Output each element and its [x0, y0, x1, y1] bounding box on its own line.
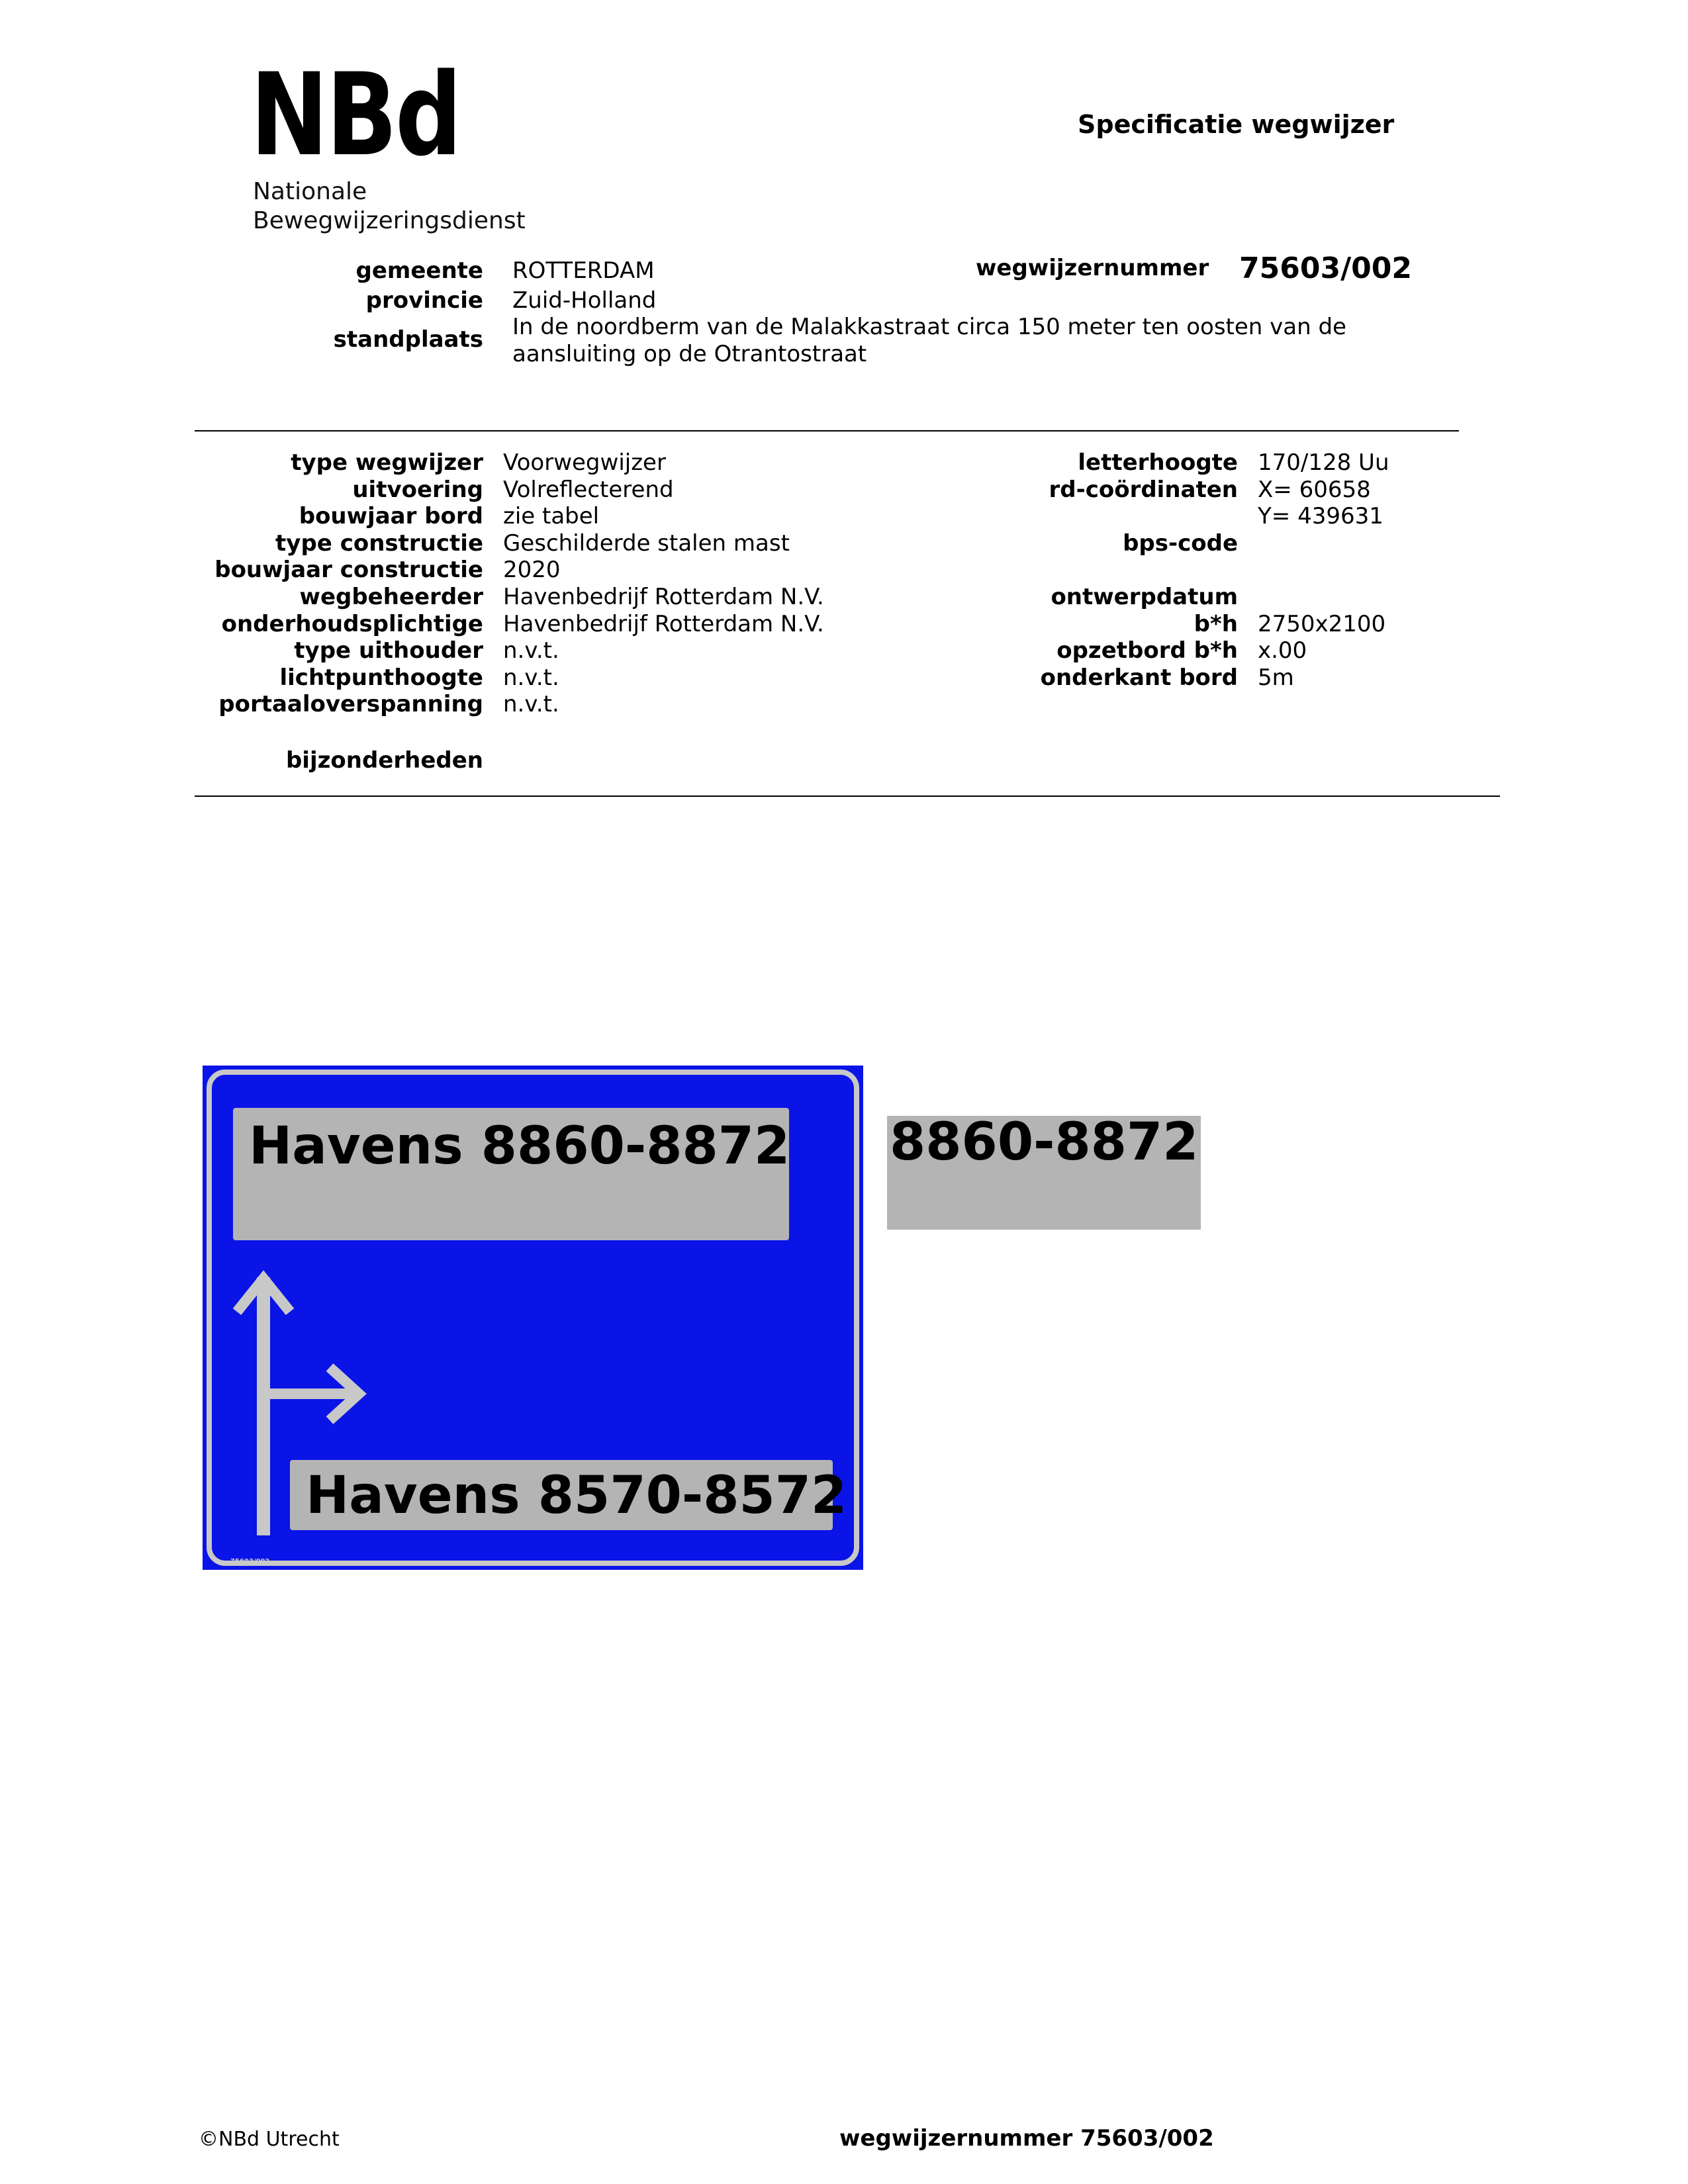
spec-left-value: Volreflecterend	[503, 476, 674, 503]
footer-copyright: ©NBd Utrecht	[199, 2128, 340, 2151]
wegwijzernummer-label: wegwijzernummer	[976, 255, 1209, 281]
divider-top	[195, 430, 1459, 432]
opzetbord-text: 8860-8872	[890, 1113, 1199, 1172]
sign-small-number: 75603/002	[230, 1558, 270, 1565]
standplaats-line-1: In de noordberm van de Malakkastraat circa 150 meter ten oosten van de	[512, 314, 1346, 340]
spec-right-value: 5m	[1258, 664, 1294, 691]
sign-drawing	[203, 1066, 863, 1570]
spec-left-label: wegbeheerder	[299, 584, 483, 610]
spec-left-value: n.v.t.	[503, 691, 559, 718]
spec-left-value: Havenbedrijf Rotterdam N.V.	[503, 610, 824, 637]
footer-wegwijzernummer: wegwijzernummer 75603/002	[839, 2125, 1214, 2152]
document-title: Specificatie wegwijzer	[1078, 110, 1395, 139]
divider-bottom	[195, 796, 1500, 797]
opzetbord	[887, 1113, 1201, 1230]
spec-left-label: bouwjaar bord	[299, 503, 483, 530]
sign-bottom-text: Havens 8570-8572	[306, 1466, 847, 1525]
spec-right-value: 170/128 Uu	[1258, 449, 1389, 476]
logo-line-2: Bewegwijzeringsdienst	[253, 207, 526, 234]
logo-line-1: Nationale	[253, 178, 367, 205]
spec-left-label: onderhoudsplichtige	[221, 610, 483, 637]
spec-right-label: rd-coördinaten	[1049, 476, 1238, 503]
spec-left-label: type constructie	[275, 529, 483, 557]
wegwijzernummer-value: 75603/002	[1239, 251, 1412, 285]
spec-left-value: Geschilderde stalen mast	[503, 529, 790, 557]
spec-left-label: type uithouder	[294, 637, 483, 664]
spec-right-label: bps-code	[1123, 529, 1238, 557]
spec-right-label: b*h	[1194, 610, 1238, 637]
spec-left-value: Voorwegwijzer	[503, 449, 666, 476]
spec-left-value: n.v.t.	[503, 664, 559, 691]
spec-right-value: 2750x2100	[1258, 610, 1386, 637]
spec-left-value: 2020	[503, 557, 561, 584]
spec-left-label: uitvoering	[352, 476, 483, 503]
standplaats-label: standplaats	[333, 326, 483, 353]
bijzonderheden-label: bijzonderheden	[285, 747, 483, 774]
provincie-value: Zuid-Holland	[512, 287, 657, 314]
spec-right-label: letterhoogte	[1078, 449, 1238, 476]
nbd-logo: NBd	[250, 48, 460, 181]
spec-left-label: lichtpunthoogte	[279, 664, 483, 691]
standplaats-line-2: aansluiting op de Otrantostraat	[512, 341, 867, 367]
spec-right-label: ontwerpdatum	[1051, 584, 1238, 610]
spec-left-value: zie tabel	[503, 503, 600, 530]
provincie-label: provincie	[365, 287, 483, 314]
gemeente-value: ROTTERDAM	[512, 257, 655, 284]
sign-top-text: Havens 8860-8872	[249, 1116, 790, 1176]
spec-left-label: portaaloverspanning	[218, 691, 483, 718]
sign-svg	[203, 1066, 863, 1570]
spec-left-label: bouwjaar constructie	[214, 557, 483, 584]
spec-right-value: Y= 439631	[1258, 503, 1383, 530]
spec-left-label: type wegwijzer	[291, 449, 483, 476]
gemeente-label: gemeente	[355, 257, 483, 284]
spec-right-value: x.00	[1258, 637, 1307, 664]
spec-right-label: onderkant bord	[1040, 664, 1238, 691]
spec-left-value: n.v.t.	[503, 637, 559, 664]
spec-right-label: opzetbord b*h	[1056, 637, 1238, 664]
spec-right-value: X= 60658	[1258, 476, 1371, 503]
spec-left-value: Havenbedrijf Rotterdam N.V.	[503, 584, 824, 610]
